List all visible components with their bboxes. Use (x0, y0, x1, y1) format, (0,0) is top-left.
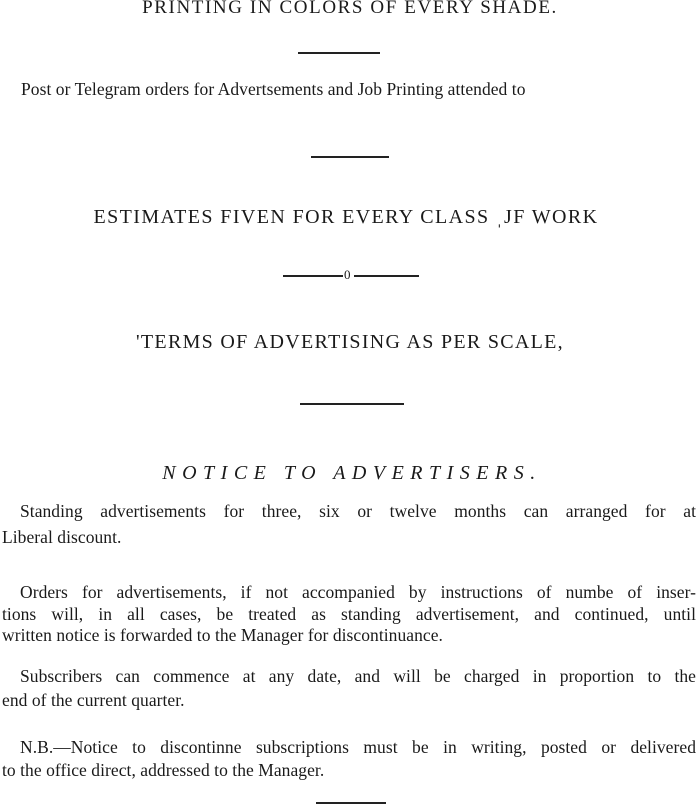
paragraph-nb-line-1: N.B.—Notice to discontinne subscriptions must be in writing, posted or delivered (20, 737, 696, 757)
paragraph-orders-line-1: Orders for advertisements, if not accompanied by instructions of numbe of inser- (20, 582, 696, 602)
separator-right-bar (354, 275, 419, 277)
divider-rule-bottom (316, 802, 386, 804)
paragraph-orders-line-2: tions will, in all cases, be treated as standing advertisement, and continued, until (2, 604, 696, 624)
ornament-separator (283, 268, 419, 282)
heading-estimates: ESTIMATES FIVEN FOR EVERY CLASS ˌJF WORK (93, 206, 599, 228)
paragraph-orders-line-3: written notice is forwarded to the Manager for discontinuance. (2, 625, 443, 645)
divider-rule (311, 156, 389, 158)
paragraph-nb-line-2: to the office direct, addressed to the Manager. (2, 760, 325, 780)
paragraph-standing-line-2: Liberal discount. (2, 527, 122, 547)
paragraph-subscribers-line-1: Subscribers can commence at any date, and will be charged in proportion to the (20, 666, 696, 686)
separator-mark: 0 (344, 267, 351, 282)
divider-rule (298, 52, 380, 54)
heading-terms: 'TERMS OF ADVERTISING AS PER SCALE, (136, 331, 564, 353)
heading-printing: PRINTING IN COLORS OF EVERY SHADE. (142, 0, 558, 18)
heading-notice: NOTICE TO ADVERTISERS. (162, 462, 542, 484)
paragraph-subscribers-line-2: end of the current quarter. (2, 690, 185, 710)
paragraph-standing-line-1: Standing advertisements for three, six or twelve months can arranged for at (20, 501, 696, 521)
separator-left-bar (283, 275, 343, 277)
divider-rule (300, 403, 404, 405)
post-orders-text: Post or Telegram orders for Advertsements and Job Printing attended to (21, 79, 526, 99)
